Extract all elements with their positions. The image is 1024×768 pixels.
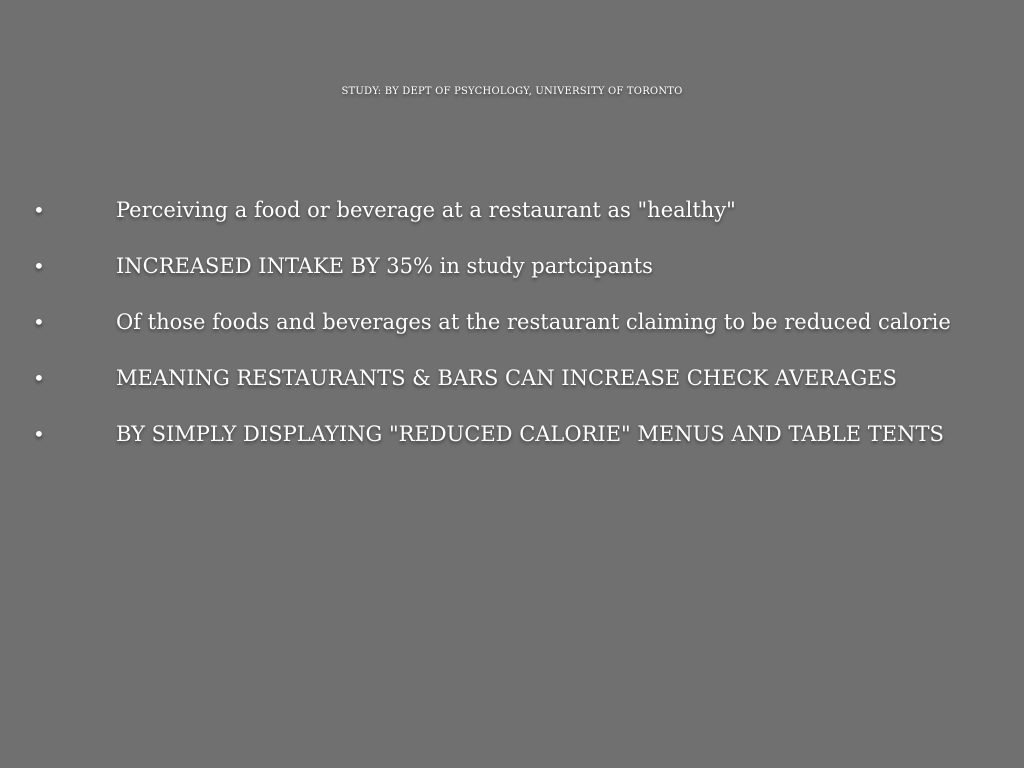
bullet-marker: • [33, 366, 45, 390]
bullet-item [0, 364, 1024, 420]
bullet-marker: • [33, 422, 45, 446]
bullet-item [0, 196, 1024, 252]
slide-title: STUDY: BY DEPT OF PSYCHOLOGY, UNIVERSITY OF TORONTO [341, 86, 683, 97]
bullet-text: Of those foods and beverages at the restaurant claiming to be reduced calorie [116, 310, 951, 334]
bullet-item [0, 252, 1024, 308]
bullet-marker: • [33, 198, 45, 222]
bullet-marker: • [33, 310, 45, 334]
bullet-text: Perceiving a food or beverage at a restaurant as "healthy" [116, 198, 736, 222]
bullet-text: BY SIMPLY DISPLAYING "REDUCED CALORIE" MENUS AND TABLE TENTS [116, 422, 944, 446]
bullet-text: INCREASED INTAKE BY 35% in study partcipants [116, 254, 653, 278]
bullet-marker: • [33, 254, 45, 278]
bullet-text: MEANING RESTAURANTS & BARS CAN INCREASE CHECK AVERAGES [116, 366, 897, 390]
bullet-item [0, 308, 1024, 364]
bullet-item [0, 420, 1024, 476]
bullet-list [0, 196, 1024, 476]
